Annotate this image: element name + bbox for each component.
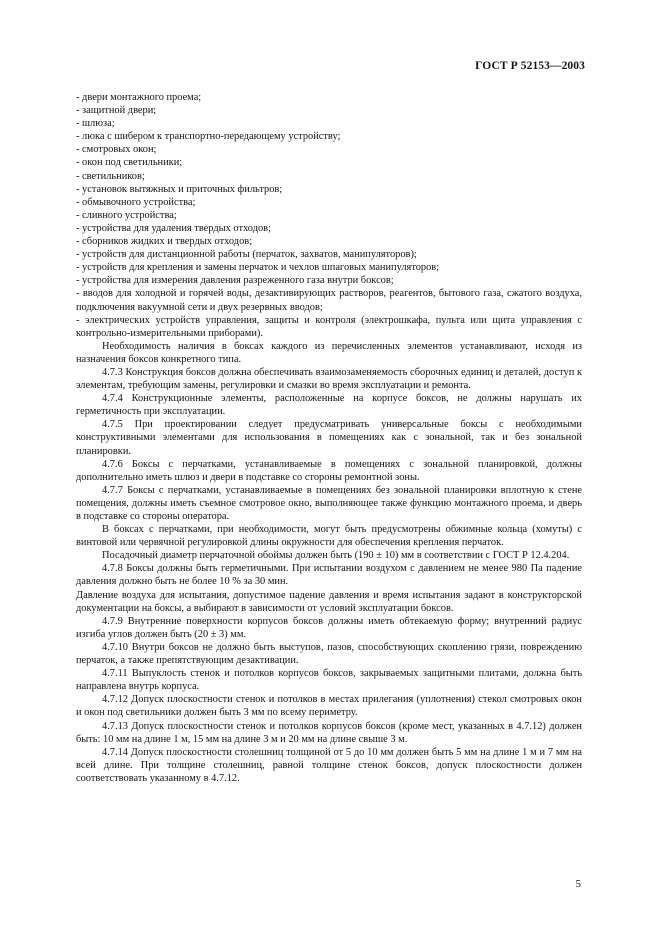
paragraph-4-7-13: 4.7.13 Допуск плоскостности стенок и потолков корпусов боксов (кроме мест, указанных в 4.7.12) должен быть: 10 мм на длине 1 м, 15 мм на длине 3 м и 20 мм на длине свыше 3 м. [76, 720, 582, 745]
list-item: - двери монтажного проема; [76, 92, 202, 103]
list-item: - светильников; [76, 170, 145, 182]
paragraph-4-7-4: 4.7.4 Конструкционные элементы, расположенные на корпусе боксов, не должны нарушать их герметичность при эксплуатации. [76, 393, 582, 418]
paragraph-glove-diameter: Посадочный диаметр перчаточной обоймы должен быть (190 ± 10) мм в соответствии с ГОСТ Р 12.4.204. [102, 550, 570, 562]
list-item: - устройства для удаления твердых отходов; [76, 222, 271, 234]
paragraph-4-7-7: 4.7.7 Боксы с перчатками, устанавливаемые в помещениях без зональной планировки вплотную к стене помещения, должны иметь съемное смотровое окно, выполняющее также функцию монтажного проема, и дверь в подставке со стороны оператора. [76, 484, 582, 522]
paragraph-4-7-3: 4.7.3 Конструкция боксов должна обеспечивать взаимозаменяемость сборочных единиц и деталей, доступ к элементам, требующим замены, регулировки и смазки во время эксплуатации и ремонта. [76, 366, 582, 392]
paragraph-4-7-6: 4.7.6 Боксы с перчатками, устанавливаемые в помещениях с зональной планировкой, должны дополнительно иметь шлюз и двери в подставке со стороны ремонтной зоны. [76, 458, 582, 483]
paragraph-necessity: Необходимость наличия в боксах каждого из перечисленных элементов устанавливают, исходя из назначения боксов конкретного типа. [76, 340, 582, 365]
paragraph-4-7-14: 4.7.14 Допуск плоскостности столешниц толщиной от 5 до 10 мм должен быть 5 мм на длине 1 м и 7 мм на всей длине. При толщине столешниц, равной толщине стенок боксов, допуск плоскостности должен соответствовать указанному в 4.7.12. [76, 746, 582, 784]
page-number: 5 [575, 878, 581, 890]
paragraph-4-7-8: 4.7.8 Боксы должны быть герметичными. При испытании воздухом с давлением не менее 980 Па падение давления должно быть не более 10 % за 30 мин. [76, 563, 582, 588]
list-item: - сливного устройства; [76, 209, 177, 221]
list-item: - люка с шибером к транспортно-передающему устройству; [76, 131, 341, 143]
paragraph-test-pressure: Давление воздуха для испытания, допустимое падение давления и время испытания задают в конструкторской документации на боксы, а выбирают в зависимости от условий эксплуатации боксов. [76, 589, 582, 614]
paragraph-4-7-9: 4.7.9 Внутренние поверхности корпусов боксов должны иметь обтекаемую форму; внутренний радиус изгиба углов должен быть (20 ± 3) мм. [76, 615, 582, 640]
list-item: - обмывочного устройства; [76, 196, 196, 208]
list-item: - шлюза; [76, 118, 115, 130]
paragraph-4-7-10: 4.7.10 Внутри боксов не должно быть выступов, пазов, способствующих скоплению грязи, повреждению перчаток, а также препятствующим дезактивации. [76, 641, 582, 667]
paragraph-electrical-list-item: - электрических устройств управления, защиты и контроля (электрошкафа, пульта или щита управления с контрольно-измерительными приборами). [76, 314, 582, 339]
list-item: - окон под светильники; [76, 157, 183, 169]
document-body [76, 91, 582, 785]
list-item: - защитной двери; [76, 105, 157, 117]
list-item: - смотровых окон; [76, 144, 157, 156]
paragraph-4-7-11: 4.7.11 Выпуклость стенок и потолков корпусов боксов, закрываемых защитными плитами, должна быть направлена внутрь корпуса. [76, 668, 582, 693]
paragraph-4-7-12: 4.7.12 Допуск плоскостности стенок и потолков в местах прилегания (уплотнения) стекол смотровых окон и окон под светильники должен быть 3 мм по всему периметру. [76, 694, 582, 719]
list-item: - сборников жидких и твердых отходов; [76, 236, 253, 248]
paragraph-inputs-list-item: - вводов для холодной и горячей воды, дезактивирующих растворов, реагентов, бытового газа, сжатого воздуха, подключения вакуумной сети и двух резервных вводов; [76, 288, 582, 313]
document-header: ГОСТ Р 52153—2003 [475, 60, 585, 72]
paragraph-4-7-5: 4.7.5 При проектировании следует предусматривать универсальные боксы с необходимыми конструктивными элементами для использования в помещениях как с зональной, так и без зональной планировки. [76, 419, 582, 457]
list-item: - устройств для дистанционной работы (перчаток, захватов, манипуляторов); [76, 249, 417, 261]
paragraph-glove-rings: В боксах с перчатками, при необходимости, могут быть предусмотрены обжимные кольца (хомуты) с винтовой или червячной регулировкой длины окружности для обеспечения крепления перчаток. [76, 524, 582, 549]
list-item: - установок вытяжных и приточных фильтров; [76, 183, 283, 195]
list-item: - устройства для измерения давления разреженного газа внутри боксов; [76, 275, 394, 287]
list-item: - устройств для крепления и замены перчаток и чехлов шпаговых манипуляторов; [76, 262, 440, 274]
